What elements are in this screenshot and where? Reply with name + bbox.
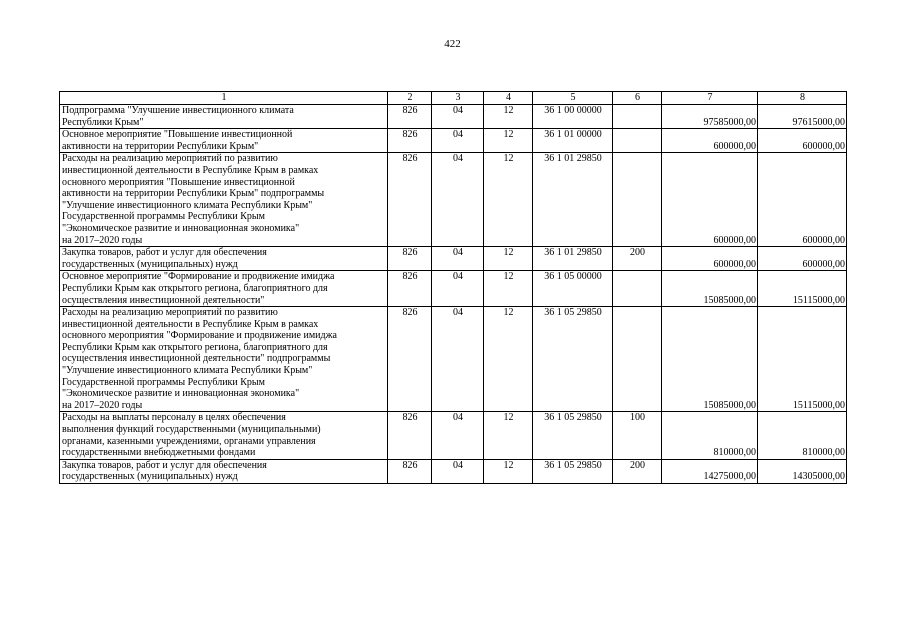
row-name-line: государственных (муниципальных) нужд	[62, 471, 238, 483]
subsection-code-cell: 12	[484, 271, 533, 307]
section-code-cell: 04	[432, 153, 484, 247]
expense-type-cell	[613, 129, 662, 153]
expense-type-cell	[613, 271, 662, 307]
section-code-cell: 04	[432, 271, 484, 307]
row-name-line: Государственной программы Республики Крым	[62, 211, 265, 223]
row-name-line: "Улучшение инвестиционного климата Республики Крым"	[62, 199, 313, 211]
admin-code-cell: 826	[388, 247, 432, 271]
row-name-cell	[60, 153, 388, 247]
subsection-code-cell: 12	[484, 247, 533, 271]
table-row	[60, 459, 847, 483]
row-name-line: Государственной программы Республики Крым	[62, 376, 265, 388]
row-name-line: Подпрограмма "Улучшение инвестиционного климата	[62, 105, 294, 116]
row-name-line: инвестиционной деятельности в Республике Крым в рамках	[62, 164, 319, 176]
row-name-line: Республики Крым как открытого региона, благоприятного для	[62, 341, 328, 353]
row-name-line: "Экономическое развитие и инновационная экономика"	[62, 388, 300, 400]
amount-year2-cell: 600000,00	[758, 247, 847, 271]
amount-year1-cell: 15085000,00	[662, 307, 758, 412]
row-name-cell	[60, 129, 388, 153]
amount-year2-cell: 15115000,00	[758, 307, 847, 412]
header-cell: 3	[432, 92, 484, 105]
table-row	[60, 307, 847, 412]
section-code-cell: 04	[432, 412, 484, 459]
header-cell: 1	[60, 92, 388, 105]
target-article-cell: 36 1 05 29850	[533, 307, 613, 412]
target-article-cell: 36 1 05 00000	[533, 271, 613, 307]
target-article-cell: 36 1 05 29850	[533, 459, 613, 483]
amount-year2-cell: 15115000,00	[758, 271, 847, 307]
header-cell: 5	[533, 92, 613, 105]
expense-type-cell	[613, 105, 662, 129]
admin-code-cell: 826	[388, 153, 432, 247]
row-name-cell	[60, 307, 388, 412]
header-cell: 2	[388, 92, 432, 105]
row-name-line: государственными внебюджетными фондами	[62, 447, 256, 459]
target-article-cell: 36 1 05 29850	[533, 412, 613, 459]
target-article-cell: 36 1 01 29850	[533, 247, 613, 271]
table-header-row	[60, 92, 847, 105]
amount-year2-cell: 97615000,00	[758, 105, 847, 129]
row-name-line: Расходы на выплаты персоналу в целях обеспечения	[62, 412, 286, 424]
subsection-code-cell: 12	[484, 307, 533, 412]
budget-table	[59, 91, 847, 484]
row-name-line: выполнения функций государственными (муниципальными)	[62, 424, 321, 436]
row-name-line: Закупка товаров, работ и услуг для обеспечения	[62, 459, 267, 471]
row-name-cell	[60, 412, 388, 459]
target-article-cell: 36 1 01 00000	[533, 129, 613, 153]
row-name-line: Основное мероприятие "Повышение инвестиционной	[62, 129, 293, 141]
subsection-code-cell: 12	[484, 129, 533, 153]
row-name-cell	[60, 459, 388, 483]
expense-type-cell	[613, 153, 662, 247]
row-name-line: государственных (муниципальных) нужд	[62, 258, 238, 270]
row-name-line: органами, казенными учреждениями, органами управления	[62, 435, 316, 447]
header-cell: 6	[613, 92, 662, 105]
expense-type-cell: 200	[613, 459, 662, 483]
row-name-line: Расходы на реализацию мероприятий по развитию	[62, 307, 278, 319]
expense-type-cell: 200	[613, 247, 662, 271]
table-row	[60, 129, 847, 153]
row-name-line: Закупка товаров, работ и услуг для обеспечения	[62, 247, 267, 259]
row-name-line: Республики Крым"	[62, 116, 144, 128]
expense-type-cell	[613, 307, 662, 412]
amount-year1-cell: 600000,00	[662, 129, 758, 153]
amount-year1-cell: 15085000,00	[662, 271, 758, 307]
row-name-line: осуществления инвестиционной деятельности"	[62, 294, 265, 306]
amount-year1-cell: 600000,00	[662, 153, 758, 247]
amount-year1-cell: 600000,00	[662, 247, 758, 271]
row-name-line: Республики Крым как открытого региона, благоприятного для	[62, 282, 328, 294]
section-code-cell: 04	[432, 247, 484, 271]
row-name-line: инвестиционной деятельности в Республике Крым в рамках	[62, 318, 319, 330]
subsection-code-cell: 12	[484, 412, 533, 459]
admin-code-cell: 826	[388, 307, 432, 412]
admin-code-cell: 826	[388, 459, 432, 483]
amount-year2-cell: 600000,00	[758, 129, 847, 153]
table-row	[60, 153, 847, 247]
row-name-line: активности на территории Республики Крым" подпрограммы	[62, 188, 325, 200]
header-cell: 4	[484, 92, 533, 105]
admin-code-cell: 826	[388, 129, 432, 153]
row-name-cell	[60, 271, 388, 307]
row-name-line: осуществления инвестиционной деятельности" подпрограммы	[62, 353, 331, 365]
target-article-cell: 36 1 00 00000	[533, 105, 613, 129]
section-code-cell: 04	[432, 459, 484, 483]
row-name-line: Расходы на реализацию мероприятий по развитию	[62, 153, 278, 165]
header-cell: 8	[758, 92, 847, 105]
amount-year2-cell: 14305000,00	[758, 459, 847, 483]
amount-year2-cell: 810000,00	[758, 412, 847, 459]
row-name-line: "Улучшение инвестиционного климата Республики Крым"	[62, 365, 313, 377]
row-name-line: Основное мероприятие "Формирование и продвижение имиджа	[62, 271, 335, 283]
table-row	[60, 271, 847, 307]
amount-year1-cell: 97585000,00	[662, 105, 758, 129]
subsection-code-cell: 12	[484, 153, 533, 247]
amount-year1-cell: 810000,00	[662, 412, 758, 459]
header-cell: 7	[662, 92, 758, 105]
table-row	[60, 105, 847, 129]
admin-code-cell: 826	[388, 271, 432, 307]
row-name-line: на 2017–2020 годы	[62, 399, 143, 411]
row-name-cell	[60, 105, 388, 129]
table-row	[60, 412, 847, 459]
page-number: 422	[444, 38, 461, 50]
section-code-cell: 04	[432, 129, 484, 153]
section-code-cell: 04	[432, 105, 484, 129]
amount-year2-cell: 600000,00	[758, 153, 847, 247]
amount-year1-cell: 14275000,00	[662, 459, 758, 483]
row-name-line: "Экономическое развитие и инновационная экономика"	[62, 222, 300, 234]
subsection-code-cell: 12	[484, 105, 533, 129]
section-code-cell: 04	[432, 307, 484, 412]
target-article-cell: 36 1 01 29850	[533, 153, 613, 247]
row-name-line: на 2017–2020 годы	[62, 234, 143, 246]
expense-type-cell: 100	[613, 412, 662, 459]
subsection-code-cell: 12	[484, 459, 533, 483]
row-name-line: основного мероприятия "Повышение инвестиционной	[62, 176, 295, 188]
row-name-line: активности на территории Республики Крым"	[62, 140, 259, 152]
table-row	[60, 247, 847, 271]
admin-code-cell: 826	[388, 412, 432, 459]
admin-code-cell: 826	[388, 105, 432, 129]
row-name-cell	[60, 247, 388, 271]
row-name-line: основного мероприятия "Формирование и продвижение имиджа	[62, 330, 337, 342]
